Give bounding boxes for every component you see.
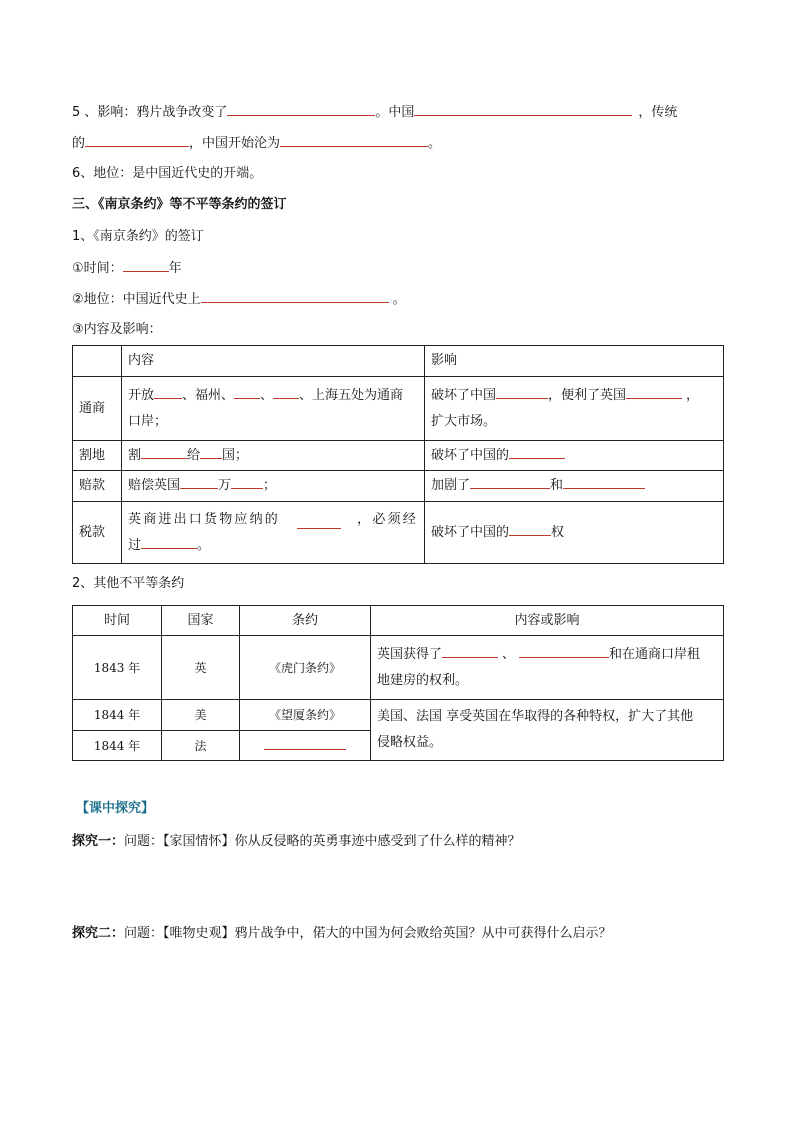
fill-blank[interactable]	[626, 386, 682, 399]
fill-blank[interactable]	[470, 476, 550, 489]
cell-text: 英商进出口货物应纳的	[128, 511, 281, 527]
explore-q2-text: 问题：【唯物史观】鸦片战争中，偌大的中国为何会败给英国？从中可获得什么启示？	[124, 926, 612, 941]
impact-cell	[425, 471, 724, 502]
sub2-title: 2、其他不平等条约	[72, 576, 185, 591]
fill-blank[interactable]	[297, 516, 341, 529]
cell-text: 扩大市场。	[431, 413, 497, 429]
year-cell: 1844 年	[73, 700, 162, 731]
content-cell	[122, 441, 425, 471]
cell-text: 过	[128, 537, 142, 553]
fill-blank[interactable]	[509, 446, 565, 459]
treaty-cell: 《虎门条约》	[240, 636, 371, 700]
fill-blank[interactable]	[563, 476, 645, 489]
treaty-cell: 《望厦条约》	[240, 700, 371, 731]
cell-text: 美国、法国 享受英国在华取得的各种特权，扩大了其他	[377, 709, 694, 724]
explore-q1	[72, 833, 521, 851]
item6: 6、地位：是中国近代史的开端。	[72, 166, 263, 181]
cell-text: ，必须经	[357, 511, 418, 527]
table-header-cell: 时间	[73, 606, 162, 636]
fill-blank[interactable]	[442, 645, 498, 658]
time-line	[72, 259, 182, 278]
fill-blank[interactable]	[200, 446, 222, 459]
table-header-cell: 国家	[162, 606, 240, 636]
fill-blank[interactable]	[280, 134, 428, 147]
year-cell: 1843 年	[73, 636, 162, 700]
cell-text: 加剧了	[431, 478, 471, 493]
cell-text: 破坏了中国	[431, 387, 497, 403]
fill-blank[interactable]	[201, 290, 389, 303]
status-label: ②地位：中国近代史上	[72, 292, 201, 307]
content-label: ③内容及影响：	[72, 322, 162, 337]
cell-text: 万	[218, 478, 232, 493]
row-label: 税款	[73, 502, 122, 564]
explore-q2-label: 探究二：	[72, 926, 125, 941]
table-header-row	[73, 606, 724, 636]
cell-text: 口岸；	[128, 413, 168, 429]
cell-text: ；	[263, 478, 277, 493]
cell-text: 、	[260, 387, 274, 403]
cell-text: 和	[550, 478, 564, 493]
item5-text: ，传统	[638, 105, 678, 120]
year-cell: 1844 年	[73, 731, 162, 761]
table-row	[73, 502, 724, 564]
table-row	[73, 471, 724, 502]
country-cell: 美	[162, 700, 240, 731]
cell-text: 、福州、	[182, 387, 235, 403]
cell-text: 开放	[128, 387, 155, 403]
item5-text: 。中国	[375, 105, 415, 120]
cell-text: 英国获得了	[377, 646, 443, 662]
cell-text: ，	[686, 387, 700, 403]
cell-text: 、	[502, 646, 516, 662]
cell-text: 侵略权益。	[377, 735, 443, 750]
table-header-cell: 内容或影响	[371, 606, 724, 636]
item5-text: 。	[428, 136, 442, 151]
fill-blank[interactable]	[227, 103, 375, 116]
explore-title: 【课中探究】	[76, 801, 155, 816]
impact-cell	[425, 441, 724, 471]
section3-title: 三、《南京条约》等不平等条约的签订	[72, 197, 287, 212]
fill-blank[interactable]	[180, 476, 218, 489]
content-cell	[371, 700, 724, 761]
explore-q1-text: 问题：【家国情怀】你从反侵略的英勇事迹中感受到了什么样的精神？	[124, 834, 521, 849]
cell-text: 权	[551, 524, 565, 540]
status-end: 。	[392, 292, 406, 307]
table-row	[73, 441, 724, 471]
cell-text: 国；	[222, 447, 249, 463]
item5-line1	[72, 103, 677, 122]
country-cell: 英	[162, 636, 240, 700]
content-cell	[122, 471, 425, 502]
cell-text: 地建房的权利。	[377, 672, 469, 688]
time-label: ①时间：	[72, 261, 123, 276]
explore-q2	[72, 925, 612, 943]
cell-text: 、上海五处为通商	[299, 387, 404, 403]
fill-blank[interactable]	[123, 259, 169, 272]
content-cell	[122, 377, 425, 441]
row-label: 通商	[73, 377, 122, 441]
cell-text: 赔偿英国	[128, 478, 181, 493]
cell-text: 。	[197, 537, 211, 553]
fill-blank[interactable]	[141, 536, 197, 549]
cell-text: 和在通商口岸租	[609, 646, 701, 662]
cell-text: 破坏了中国的	[431, 447, 510, 463]
table-header-cell: 影响	[425, 346, 724, 377]
other-treaties-table	[72, 605, 724, 761]
table-row	[73, 377, 724, 441]
item5-line2	[72, 134, 441, 153]
fill-blank[interactable]	[264, 737, 346, 750]
fill-blank[interactable]	[273, 386, 299, 399]
content-line	[128, 507, 418, 533]
table-header-cell	[73, 346, 122, 377]
fill-blank[interactable]	[414, 103, 632, 116]
table-header-row	[73, 346, 724, 377]
table-header-cell: 内容	[122, 346, 425, 377]
explore-q1-label: 探究一：	[72, 834, 125, 849]
fill-blank[interactable]	[509, 523, 551, 536]
cell-text: ，便利了英国	[548, 387, 627, 403]
fill-blank[interactable]	[519, 645, 609, 658]
country-cell: 法	[162, 731, 240, 761]
fill-blank[interactable]	[85, 134, 189, 147]
status-line	[72, 290, 406, 309]
cell-text: 割	[128, 447, 142, 463]
content-cell	[122, 502, 425, 564]
fill-blank[interactable]	[231, 476, 263, 489]
table-row	[73, 636, 724, 700]
nanjing-treaty-table	[72, 345, 724, 564]
time-unit: 年	[168, 261, 182, 276]
fill-blank[interactable]	[141, 446, 187, 459]
cell-text: 给	[187, 447, 201, 463]
item5-text: 的	[72, 136, 86, 151]
item5-text: 5 、影响：鸦片战争改变了	[72, 105, 228, 120]
fill-blank[interactable]	[154, 386, 182, 399]
cell-text: 破坏了中国的	[431, 524, 510, 540]
content-cell	[371, 636, 724, 700]
impact-cell	[425, 502, 724, 564]
row-label: 割地	[73, 441, 122, 471]
item5-text: ，中国开始沦为	[189, 136, 281, 151]
row-label: 赔款	[73, 471, 122, 502]
fill-blank[interactable]	[496, 386, 548, 399]
sub1-title: 1、《南京条约》的签订	[72, 229, 204, 244]
fill-blank[interactable]	[234, 386, 260, 399]
treaty-cell	[240, 731, 371, 761]
impact-cell	[425, 377, 724, 441]
table-header-cell: 条约	[240, 606, 371, 636]
table-row	[73, 700, 724, 731]
